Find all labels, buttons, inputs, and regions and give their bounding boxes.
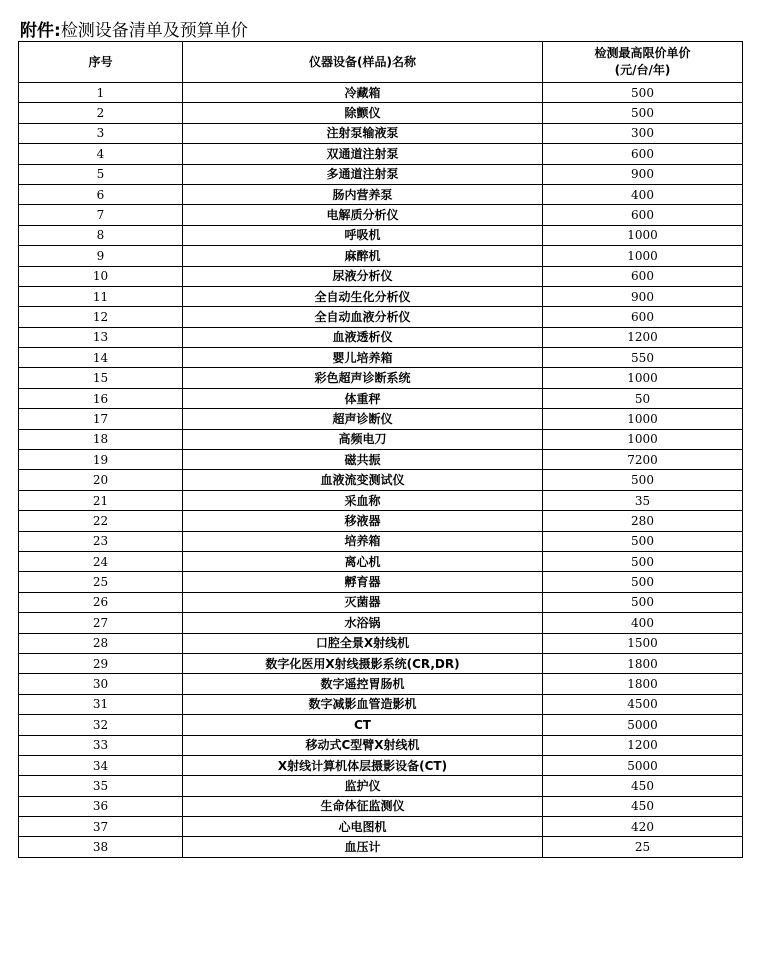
row-number: 5 [19,164,183,184]
row-number: 34 [19,755,183,775]
equipment-name: 婴儿培养箱 [183,348,543,368]
unit-price: 500 [543,103,743,123]
equipment-name: 水浴锅 [183,613,543,633]
unit-price: 1000 [543,409,743,429]
row-number: 1 [19,83,183,103]
header-name: 仪器设备(样品)名称 [183,42,543,83]
equipment-name: 生命体征监测仪 [183,796,543,816]
equipment-name: 磁共振 [183,450,543,470]
table-row [19,551,743,571]
table-row [19,450,743,470]
row-number: 35 [19,776,183,796]
header-price-line2: (元/台/年) [614,63,671,77]
equipment-name: 离心机 [183,551,543,571]
table-row [19,715,743,735]
row-number: 3 [19,123,183,143]
unit-price: 420 [543,817,743,837]
row-number: 16 [19,388,183,408]
table-row [19,348,743,368]
row-number: 24 [19,551,183,571]
row-number: 25 [19,572,183,592]
unit-price: 450 [543,776,743,796]
equipment-name: 冷藏箱 [183,83,543,103]
table-row [19,694,743,714]
row-number: 33 [19,735,183,755]
title-text: 检测设备清单及预算单价 [60,21,248,41]
unit-price: 1200 [543,327,743,347]
equipment-name: 血液透析仪 [183,327,543,347]
table-row [19,286,743,306]
unit-price: 1800 [543,674,743,694]
unit-price: 4500 [543,694,743,714]
unit-price: 500 [543,470,743,490]
row-number: 12 [19,307,183,327]
unit-price: 7200 [543,450,743,470]
document-title [20,20,248,42]
equipment-name: 数字遥控胃肠机 [183,674,543,694]
row-number: 8 [19,225,183,245]
table-row [19,205,743,225]
table-row [19,817,743,837]
row-number: 17 [19,409,183,429]
row-number: 37 [19,817,183,837]
unit-price: 600 [543,307,743,327]
table-body [19,83,743,858]
row-number: 22 [19,511,183,531]
table-row [19,735,743,755]
row-number: 30 [19,674,183,694]
unit-price: 300 [543,123,743,143]
unit-price: 1000 [543,225,743,245]
row-number: 20 [19,470,183,490]
unit-price: 35 [543,490,743,510]
unit-price: 500 [543,592,743,612]
table-row [19,164,743,184]
unit-price: 550 [543,348,743,368]
table-row [19,266,743,286]
equipment-name: 血液流变测试仪 [183,470,543,490]
header-no: 序号 [19,42,183,83]
equipment-name: 高频电刀 [183,429,543,449]
unit-price: 500 [543,83,743,103]
row-number: 14 [19,348,183,368]
table-row [19,592,743,612]
row-number: 10 [19,266,183,286]
table-row [19,184,743,204]
table-row [19,531,743,551]
table-row [19,327,743,347]
equipment-name: 麻醉机 [183,246,543,266]
equipment-name: 孵育器 [183,572,543,592]
row-number: 29 [19,653,183,673]
row-number: 23 [19,531,183,551]
table-row [19,653,743,673]
table-row [19,613,743,633]
unit-price: 5000 [543,715,743,735]
table-row [19,837,743,857]
row-number: 21 [19,490,183,510]
table-row [19,246,743,266]
table-row [19,83,743,103]
unit-price: 400 [543,184,743,204]
equipment-name: 电解质分析仪 [183,205,543,225]
table-row [19,755,743,775]
table-row [19,633,743,653]
equipment-name: 监护仪 [183,776,543,796]
table-row [19,307,743,327]
unit-price: 1000 [543,246,743,266]
unit-price: 25 [543,837,743,857]
unit-price: 500 [543,572,743,592]
table-row [19,511,743,531]
row-number: 26 [19,592,183,612]
row-number: 4 [19,144,183,164]
unit-price: 1000 [543,429,743,449]
row-number: 18 [19,429,183,449]
table-header-row [19,42,743,83]
unit-price: 1200 [543,735,743,755]
equipment-name: 呼吸机 [183,225,543,245]
table-row [19,409,743,429]
equipment-name: 肠内营养泵 [183,184,543,204]
equipment-name: 移液器 [183,511,543,531]
equipment-name: 超声诊断仪 [183,409,543,429]
equipment-name: CT [183,715,543,735]
unit-price: 450 [543,796,743,816]
unit-price: 1500 [543,633,743,653]
equipment-name: 除颤仪 [183,103,543,123]
row-number: 28 [19,633,183,653]
row-number: 38 [19,837,183,857]
header-price [543,42,743,83]
table-row [19,123,743,143]
title-label: 附件: [20,21,61,41]
row-number: 2 [19,103,183,123]
row-number: 31 [19,694,183,714]
row-number: 13 [19,327,183,347]
header-price-line1: 检测最高限价单价 [594,46,691,60]
equipment-name: 数字化医用X射线摄影系统(CR,DR) [183,653,543,673]
unit-price: 1800 [543,653,743,673]
table-row [19,796,743,816]
table-row [19,429,743,449]
table-row [19,776,743,796]
equipment-name: 全自动血液分析仪 [183,307,543,327]
unit-price: 500 [543,551,743,571]
unit-price: 500 [543,531,743,551]
row-number: 11 [19,286,183,306]
equipment-price-table [18,41,743,858]
unit-price: 600 [543,205,743,225]
unit-price: 900 [543,286,743,306]
unit-price: 50 [543,388,743,408]
row-number: 32 [19,715,183,735]
row-number: 7 [19,205,183,225]
equipment-name: 数字减影血管造影机 [183,694,543,714]
table-row [19,103,743,123]
table-row [19,490,743,510]
row-number: 19 [19,450,183,470]
equipment-name: 体重秤 [183,388,543,408]
table-row [19,470,743,490]
row-number: 9 [19,246,183,266]
equipment-name: 全自动生化分析仪 [183,286,543,306]
equipment-name: 口腔全景X射线机 [183,633,543,653]
equipment-name: X射线计算机体层摄影设备(CT) [183,755,543,775]
table-row [19,388,743,408]
unit-price: 1000 [543,368,743,388]
table-row [19,144,743,164]
equipment-name: 多通道注射泵 [183,164,543,184]
row-number: 27 [19,613,183,633]
table-row [19,572,743,592]
equipment-name: 心电图机 [183,817,543,837]
unit-price: 5000 [543,755,743,775]
equipment-name: 培养箱 [183,531,543,551]
unit-price: 280 [543,511,743,531]
table-row [19,368,743,388]
equipment-name: 彩色超声诊断系统 [183,368,543,388]
row-number: 6 [19,184,183,204]
unit-price: 600 [543,144,743,164]
equipment-name: 尿液分析仪 [183,266,543,286]
equipment-name: 血压计 [183,837,543,857]
equipment-name: 双通道注射泵 [183,144,543,164]
unit-price: 600 [543,266,743,286]
row-number: 36 [19,796,183,816]
unit-price: 900 [543,164,743,184]
table-row [19,674,743,694]
equipment-name: 灭菌器 [183,592,543,612]
unit-price: 400 [543,613,743,633]
row-number: 15 [19,368,183,388]
equipment-name: 注射泵输液泵 [183,123,543,143]
equipment-name: 移动式C型臂X射线机 [183,735,543,755]
table-row [19,225,743,245]
equipment-name: 采血称 [183,490,543,510]
